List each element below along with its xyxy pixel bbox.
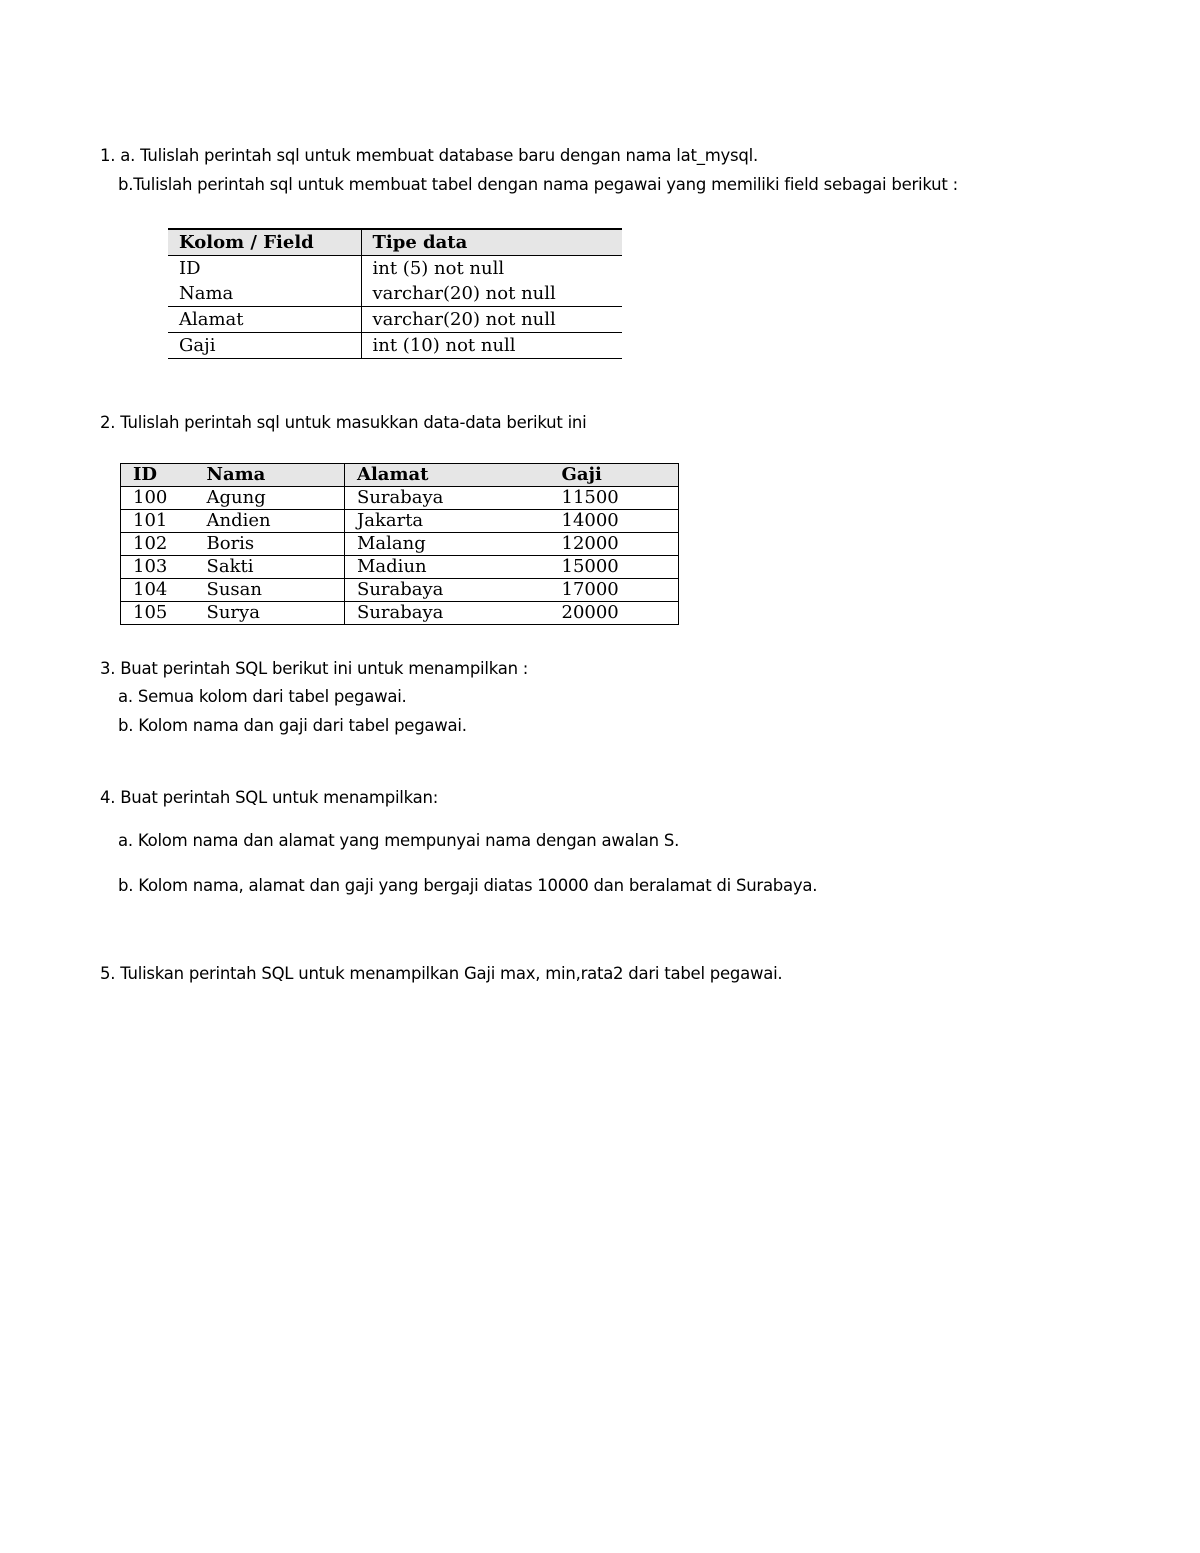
table-header-row bbox=[121, 464, 679, 487]
cell-alamat: Surabaya bbox=[357, 602, 444, 623]
field-type-table bbox=[168, 228, 622, 359]
cell-nama: Susan bbox=[195, 579, 345, 602]
cell-alamat: Jakarta bbox=[357, 510, 424, 531]
question-4: 4. Buat perintah SQL untuk menampilkan: bbox=[100, 788, 439, 807]
question-4b: b. Kolom nama, alamat dan gaji yang bergaji diatas 10000 dan beralamat di Surabaya. bbox=[118, 876, 818, 895]
table-row bbox=[121, 556, 679, 579]
cell-nama: Sakti bbox=[195, 556, 345, 579]
cell-id: 105 bbox=[133, 602, 168, 623]
employee-data-table bbox=[120, 463, 679, 625]
cell-gaji: 17000 bbox=[561, 579, 619, 600]
field-type: varchar(20) not null bbox=[361, 281, 622, 307]
table-row bbox=[121, 533, 679, 556]
field-type: varchar(20) not null bbox=[361, 307, 622, 333]
question-2: 2. Tulislah perintah sql untuk masukkan data-data berikut ini bbox=[100, 413, 587, 432]
cell-id: 104 bbox=[133, 579, 168, 600]
field-name: Nama bbox=[168, 281, 361, 307]
header-gaji: Gaji bbox=[561, 464, 602, 485]
question-4a: a. Kolom nama dan alamat yang mempunyai nama dengan awalan S. bbox=[118, 831, 680, 850]
table-header-row bbox=[168, 229, 622, 256]
cell-alamat: Surabaya bbox=[357, 579, 444, 600]
field-type: int (5) not null bbox=[372, 258, 505, 279]
cell-nama: Agung bbox=[195, 487, 345, 510]
table-row bbox=[121, 579, 679, 602]
cell-alamat: Malang bbox=[357, 533, 426, 554]
field-name: Gaji bbox=[168, 333, 361, 359]
cell-gaji: 20000 bbox=[561, 602, 619, 623]
question-3a: a. Semua kolom dari tabel pegawai. bbox=[118, 687, 407, 706]
question-5: 5. Tuliskan perintah SQL untuk menampilkan Gaji max, min,rata2 dari tabel pegawai. bbox=[100, 964, 783, 983]
cell-nama: Andien bbox=[195, 510, 345, 533]
table-row bbox=[168, 333, 622, 359]
question-3b: b. Kolom nama dan gaji dari tabel pegawai. bbox=[118, 716, 467, 735]
header-tipe-data: Tipe data bbox=[372, 232, 468, 253]
question-1a: 1. a. Tulislah perintah sql untuk membuat database baru dengan nama lat_mysql. bbox=[100, 146, 758, 165]
table-row bbox=[121, 487, 679, 510]
header-id: ID bbox=[133, 464, 158, 485]
header-nama: Nama bbox=[195, 464, 345, 487]
question-3: 3. Buat perintah SQL berikut ini untuk menampilkan : bbox=[100, 659, 529, 678]
cell-gaji: 11500 bbox=[561, 487, 619, 508]
cell-alamat: Surabaya bbox=[357, 487, 444, 508]
header-kolom-field: Kolom / Field bbox=[168, 229, 361, 256]
table-row bbox=[121, 602, 679, 625]
table-row bbox=[168, 256, 622, 282]
field-name: ID bbox=[168, 256, 361, 282]
table-row bbox=[168, 281, 622, 307]
table-row bbox=[121, 510, 679, 533]
header-alamat: Alamat bbox=[357, 464, 429, 485]
cell-id: 103 bbox=[133, 556, 168, 577]
cell-id: 100 bbox=[133, 487, 168, 508]
field-type: int (10) not null bbox=[361, 333, 622, 359]
question-1b: b.Tulislah perintah sql untuk membuat tabel dengan nama pegawai yang memiliki field sebagai berikut : bbox=[118, 175, 958, 194]
cell-alamat: Madiun bbox=[357, 556, 427, 577]
field-name: Alamat bbox=[168, 307, 361, 333]
cell-id: 101 bbox=[133, 510, 168, 531]
cell-nama: Surya bbox=[195, 602, 345, 625]
cell-gaji: 12000 bbox=[561, 533, 619, 554]
cell-gaji: 14000 bbox=[561, 510, 619, 531]
cell-id: 102 bbox=[133, 533, 168, 554]
table-row bbox=[168, 307, 622, 333]
cell-nama: Boris bbox=[195, 533, 345, 556]
cell-gaji: 15000 bbox=[561, 556, 619, 577]
